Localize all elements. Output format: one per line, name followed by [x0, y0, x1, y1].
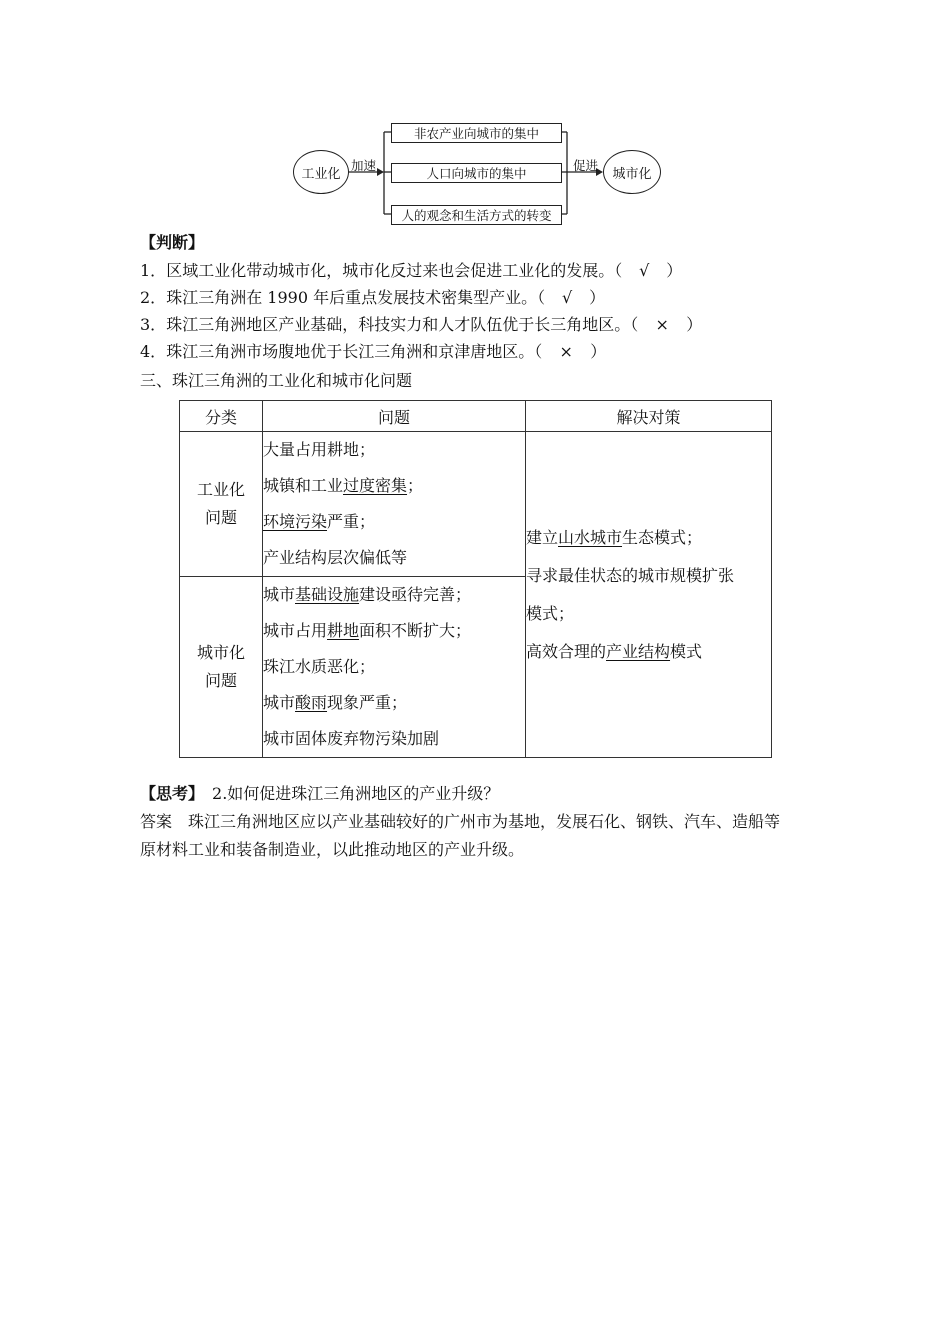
solution-text: 寻求最佳状态的城市规模扩张 [526, 565, 735, 585]
think-heading: 【思考】 [140, 784, 205, 803]
issue-text: 现象严重； [327, 693, 408, 712]
header-solutions: 解决对策 [526, 401, 772, 432]
industrialization-urbanization-diagram [285, 118, 675, 228]
judge-item-number: 3． [140, 315, 167, 334]
issue-text: 严重； [327, 512, 376, 531]
judge-item-3 [140, 314, 702, 336]
diagram-box-3: 人的观念和生活方式的转变 [391, 205, 562, 225]
category-line: 工业化 [196, 480, 245, 499]
judge-item-text: 珠江三角洲在 1990 年后重点发展技术密集型产业。（ [166, 288, 546, 307]
judge-item-text: 珠江三角洲市场腹地优于长江三角洲和京津唐地区。（ [166, 342, 543, 361]
answer-line-2: 原材料工业和装备制造业，以此推动地区的产业升级。 [140, 840, 525, 859]
judge-close-paren: ） [666, 261, 683, 280]
solution-keyword: 产业结构 [606, 641, 671, 661]
category-industrialization [180, 432, 263, 577]
answer-text: 珠江三角洲地区应以产业基础较好的广州市为基地，发展石化、钢铁、汽车、造船等 [188, 812, 781, 831]
issue-text: 大量占用耕地； [263, 440, 376, 459]
judge-item-text: 区域工业化带动城市化，城市化反过来也会促进工业化的发展。（ [166, 261, 623, 280]
urbanization-issues [263, 577, 526, 758]
issue-item [263, 504, 525, 540]
solution-keyword: 山水城市 [558, 527, 623, 547]
issue-keyword: 耕地 [327, 621, 360, 640]
diagram-box-1: 非农产业向城市的集中 [391, 123, 562, 143]
category-line: 问题 [204, 508, 237, 527]
issue-keyword: 酸雨 [295, 693, 328, 712]
node-industrialization: 工业化 [293, 150, 349, 194]
judge-item-number: 1． [140, 261, 167, 280]
issue-keyword: 环境污染 [263, 512, 328, 531]
issue-text: 城市 [263, 693, 296, 712]
issue-text: 城镇和工业 [263, 476, 344, 495]
answer-label: 答案 [140, 812, 173, 831]
solution-item [526, 519, 771, 557]
solution-item [526, 595, 771, 633]
solution-item [526, 633, 771, 671]
issue-item [263, 649, 525, 685]
issue-text: 城市固体废弃物污染加剧 [263, 729, 440, 748]
judge-close-paren: ） [686, 315, 703, 334]
issue-item [263, 540, 525, 576]
header-category: 分类 [180, 401, 263, 432]
think-question: 2.如何促进珠江三角洲地区的产业升级？ [212, 784, 500, 803]
issue-keyword: 基础设施 [295, 585, 360, 604]
judge-answer: × [655, 315, 669, 334]
solution-text: 生态模式； [622, 527, 703, 547]
issues-table [179, 400, 772, 758]
issue-text: 城市占用 [263, 621, 328, 640]
arrow-label-promote: 促进 [573, 158, 599, 173]
issue-item [263, 577, 525, 613]
judge-answer: × [559, 342, 573, 361]
judge-item-number: 4． [140, 342, 167, 361]
category-line: 问题 [204, 671, 237, 690]
solution-text: 建立 [526, 527, 559, 547]
judge-answer: √ [639, 261, 650, 280]
judge-answer: √ [561, 288, 573, 307]
industrialization-issues [263, 432, 526, 577]
table-header-row [180, 401, 772, 432]
issue-item [263, 432, 525, 468]
arrow-label-accelerate: 加速 [351, 158, 377, 173]
header-issues: 问题 [263, 401, 526, 432]
issue-text: ； [407, 476, 424, 495]
category-line: 城市化 [196, 643, 245, 662]
issue-text: 珠江水质恶化； [263, 657, 376, 676]
issue-item [263, 468, 525, 504]
judge-item-2 [140, 287, 605, 309]
judge-close-paren: ） [589, 288, 606, 307]
node-urbanization: 城市化 [603, 150, 661, 194]
issue-text: 面积不断扩大； [359, 621, 472, 640]
issue-item [263, 685, 525, 721]
solution-item [526, 557, 771, 595]
issue-text: 建设亟待完善； [359, 585, 472, 604]
think-question-line [140, 783, 499, 805]
solution-text: 模式 [670, 641, 703, 661]
solution-text: 模式； [526, 603, 575, 623]
judge-heading: 【判断】 [140, 233, 205, 252]
issue-item [263, 721, 525, 757]
judge-close-paren: ） [590, 342, 607, 361]
solutions-cell [526, 432, 772, 758]
judge-item-4 [140, 341, 606, 363]
section-3-title: 三、珠江三角洲的工业化和城市化问题 [140, 371, 413, 390]
table-row [180, 432, 772, 577]
answer-line-1 [140, 811, 780, 833]
judge-item-text: 珠江三角洲地区产业基础，科技实力和人才队伍优于长三角地区。（ [166, 315, 639, 334]
issue-item [263, 613, 525, 649]
diagram-box-2: 人口向城市的集中 [391, 163, 562, 183]
category-urbanization [180, 577, 263, 758]
judge-item-number: 2． [140, 288, 167, 307]
issue-text: 城市 [263, 585, 296, 604]
solution-text: 高效合理的 [526, 641, 607, 661]
issue-keyword: 过度密集 [343, 476, 408, 495]
judge-item-1 [140, 260, 682, 282]
issue-text: 产业结构层次偏低等 [263, 548, 408, 567]
